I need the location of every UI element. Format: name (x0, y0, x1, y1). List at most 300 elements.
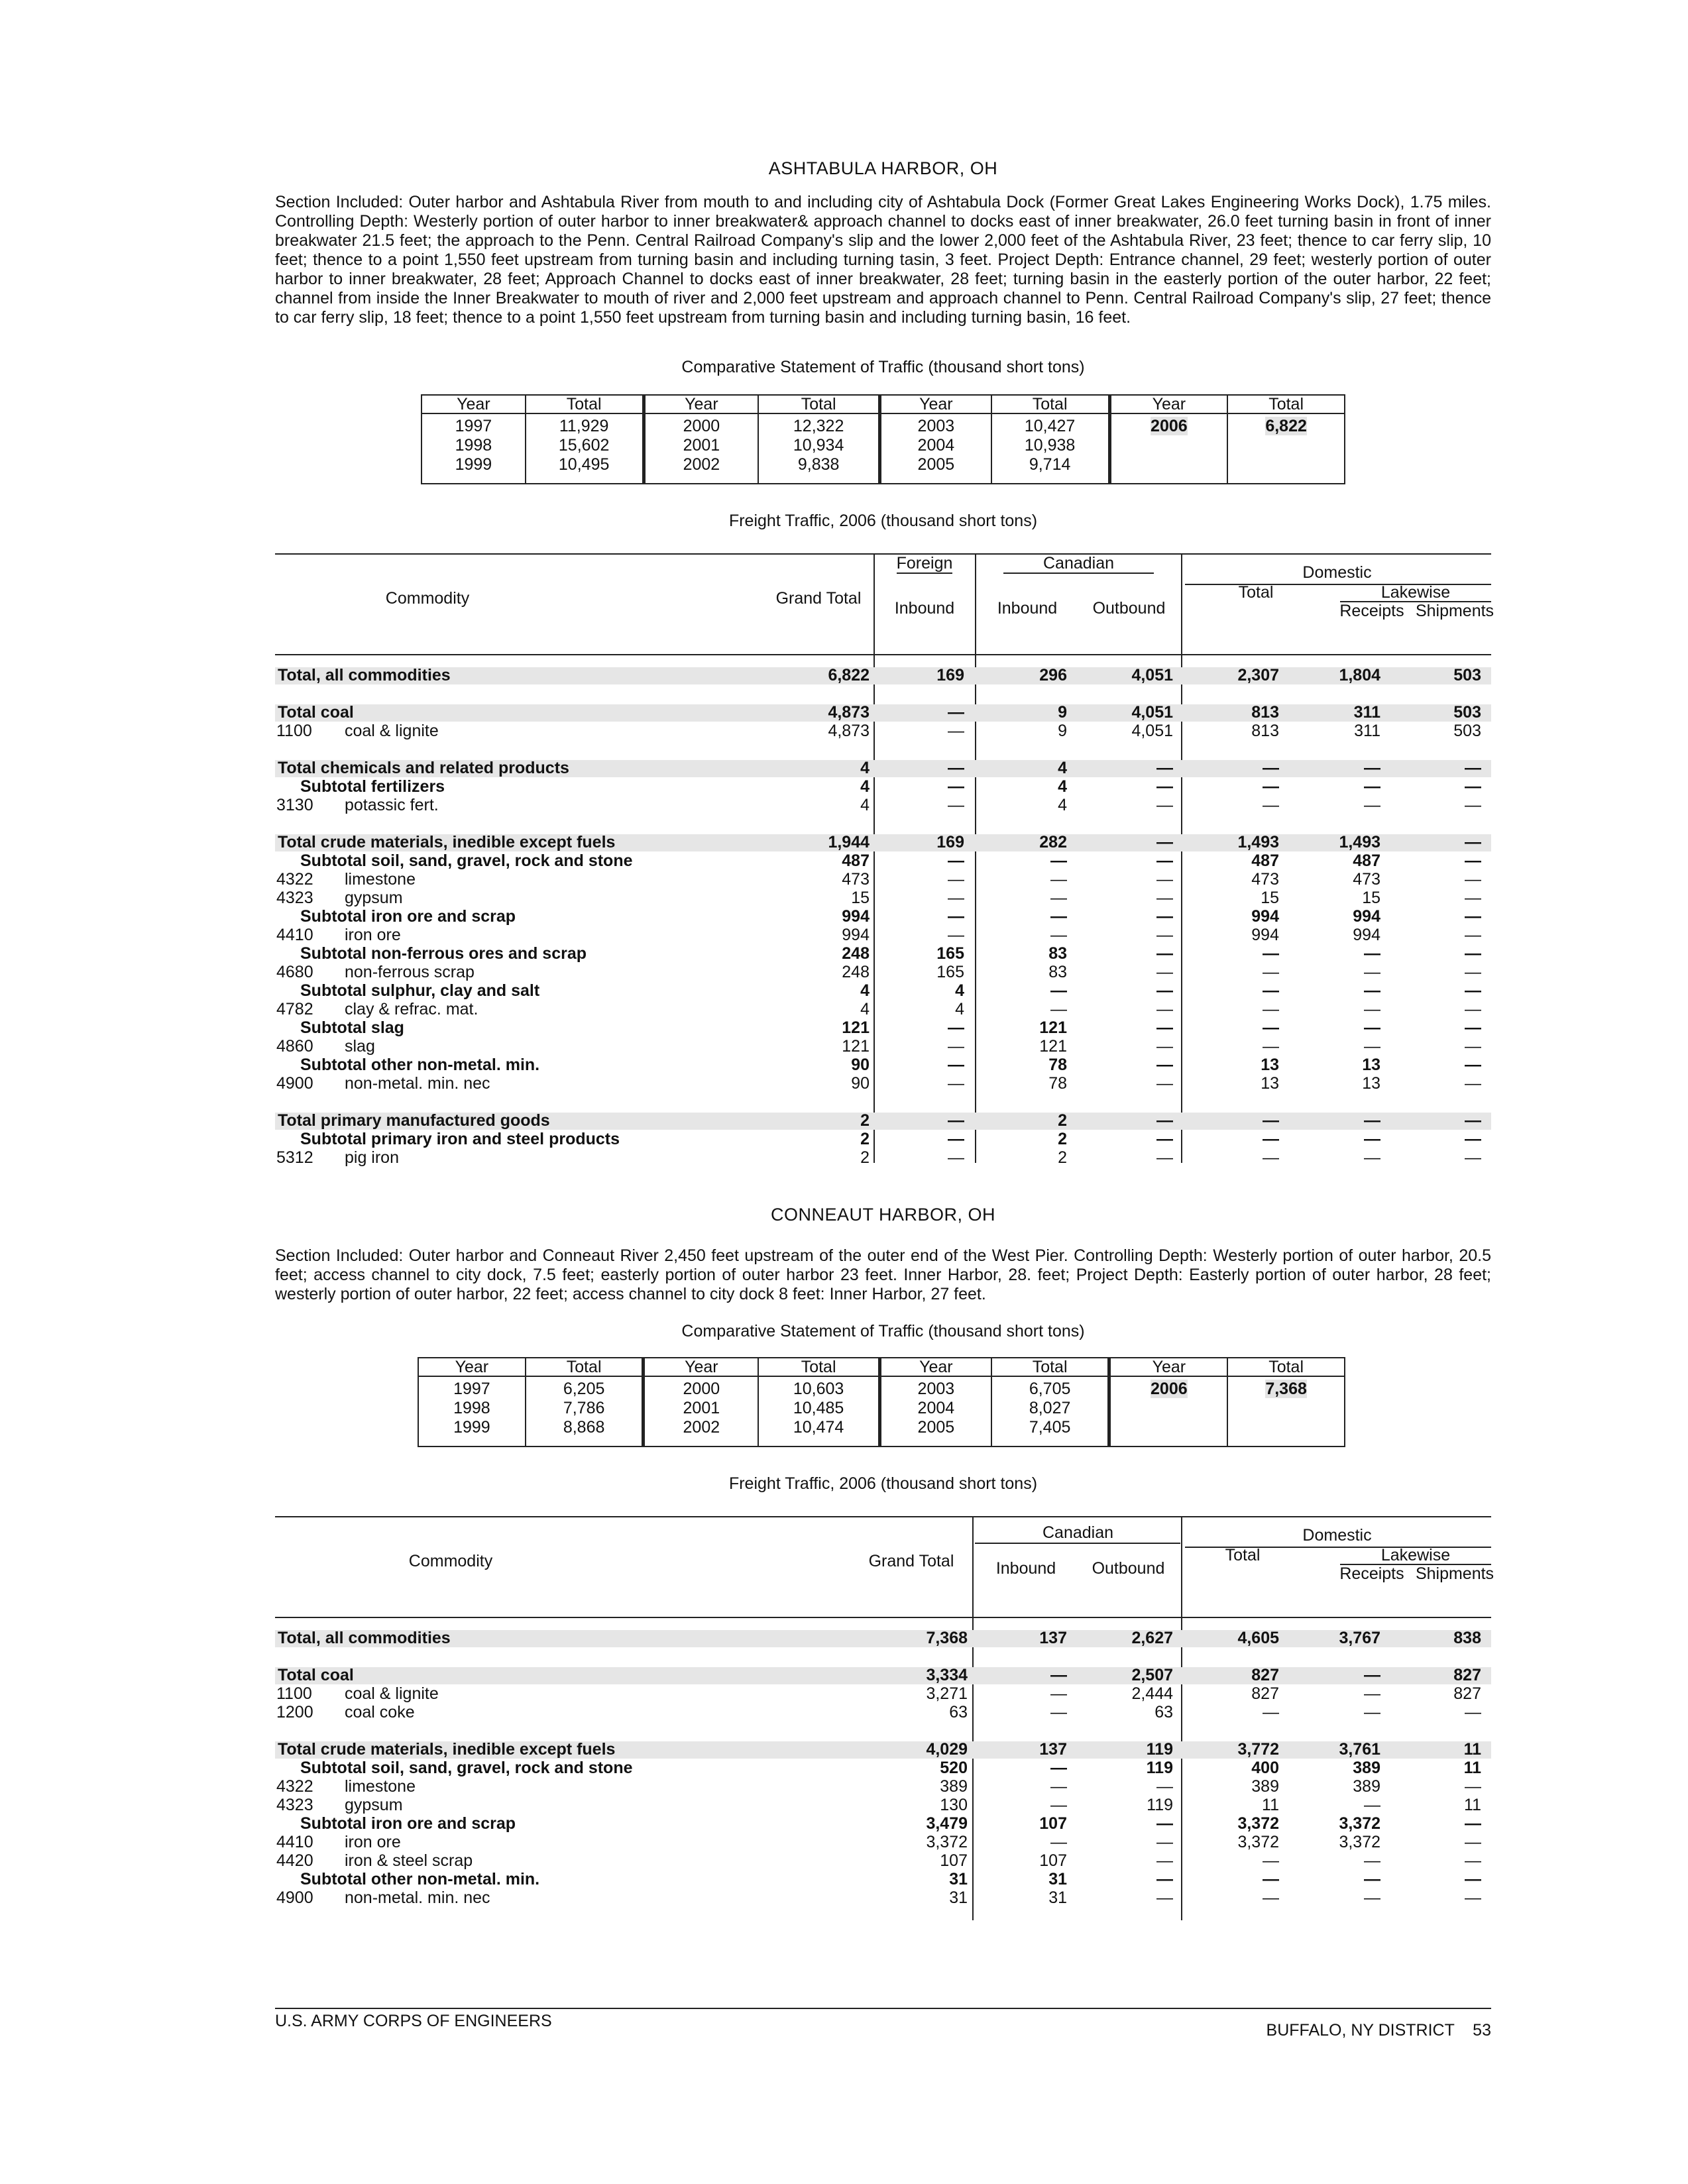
table-cell: 165 (936, 963, 964, 981)
table-cell: 3,271 (926, 1684, 968, 1703)
table-cell: 6,822 (828, 666, 870, 684)
table-cell: 827 (1251, 1666, 1279, 1684)
commodity-name: Subtotal iron ore and scrap (300, 1814, 516, 1833)
table-row (275, 1684, 1491, 1703)
table-cell: 296 (1039, 666, 1067, 684)
table-cell: 4 (860, 1000, 870, 1018)
commodity-name: potassic fert. (345, 796, 439, 814)
shipments-header: Shipments (1415, 602, 1494, 620)
table-cell: 827 (1453, 1684, 1481, 1703)
table-cell: — (1156, 963, 1173, 981)
table-cell: — (1263, 1870, 1279, 1888)
table-row (275, 1148, 1491, 1167)
table-cell: 994 (1353, 926, 1380, 944)
table-row (275, 1833, 1491, 1851)
col-header: Total (991, 1358, 1109, 1376)
table-cell: 13 (1261, 1056, 1279, 1074)
table-row (275, 1037, 1491, 1056)
table-cell: — (1050, 1666, 1067, 1684)
totals-cell: 10,603 10,485 10,474 (758, 1376, 879, 1447)
table-cell: 11 (1463, 1740, 1481, 1759)
table-cell: — (1364, 963, 1380, 981)
years-cell: 1997 1998 1999 (422, 413, 526, 484)
comparative-caption: Comparative Statement of Traffic (thousand short tons) (681, 1322, 1085, 1340)
table-cell: 11 (1464, 1796, 1481, 1814)
table-cell: 487 (1251, 851, 1279, 870)
table-row (275, 666, 1491, 684)
table-row (275, 944, 1491, 963)
table-row (275, 722, 1491, 740)
table-cell: — (1364, 1111, 1380, 1130)
table-cell: — (1465, 889, 1481, 907)
commodity-code: 4900 (276, 1888, 313, 1907)
table-cell: 994 (842, 926, 870, 944)
table-cell: 4,051 (1131, 703, 1173, 722)
col-header: Total (1227, 395, 1345, 413)
table-cell: 13 (1261, 1074, 1279, 1093)
table-row (275, 1666, 1491, 1684)
table-cell: 1,944 (828, 833, 870, 851)
commodity-header: Commodity (385, 589, 470, 608)
table-cell: — (1364, 1130, 1380, 1148)
totals-cell: 6,822 (1227, 413, 1345, 484)
table-cell: — (1263, 1148, 1279, 1167)
table-cell: — (1465, 1018, 1481, 1037)
table-cell: — (1156, 1037, 1173, 1056)
table-cell: 389 (940, 1777, 968, 1796)
table-cell: 137 (1039, 1740, 1067, 1759)
foreign-inbound-header: Inbound (894, 599, 955, 618)
table-cell: — (1156, 1000, 1173, 1018)
table-cell: — (1050, 1000, 1067, 1018)
table-cell: 2 (1058, 1130, 1067, 1148)
table-cell: — (1465, 833, 1481, 851)
table-cell: — (948, 1148, 964, 1167)
commodity-name: non-metal. min. nec (345, 1074, 490, 1093)
table-cell: — (948, 851, 964, 870)
table-cell: 31 (1048, 1888, 1067, 1907)
col-header: Total (526, 395, 644, 413)
col-header: Total (758, 395, 879, 413)
table-cell: — (948, 1037, 964, 1056)
table-cell: — (1156, 777, 1173, 796)
table-cell: 15 (1362, 889, 1380, 907)
table-cell: — (1263, 796, 1279, 814)
table-cell: 282 (1039, 833, 1067, 851)
canadian-header: Canadian (1042, 1523, 1114, 1542)
table-row (275, 1703, 1491, 1721)
commodity-name: iron & steel scrap (345, 1851, 473, 1870)
table-cell: — (1263, 777, 1279, 796)
table-cell: — (1050, 870, 1067, 889)
table-cell: — (948, 870, 964, 889)
table-cell: 15 (1261, 889, 1279, 907)
col-header: Year (418, 1358, 526, 1376)
commodity-name: Subtotal other non-metal. min. (300, 1056, 540, 1074)
domestic-header: Domestic (1302, 1526, 1372, 1545)
table-cell: — (1465, 870, 1481, 889)
table-cell: 813 (1251, 703, 1279, 722)
domestic-header: Domestic (1302, 563, 1372, 582)
table-cell: 2 (860, 1111, 870, 1130)
table-cell: 3,372 (1237, 1833, 1279, 1851)
table-cell: 107 (940, 1851, 968, 1870)
commodity-code: 4680 (276, 963, 313, 981)
table-cell: 3,334 (926, 1666, 968, 1684)
table-cell: 4 (955, 1000, 964, 1018)
freight-caption: Freight Traffic, 2006 (thousand short tons) (728, 512, 1038, 530)
table-cell: 2,507 (1131, 1666, 1173, 1684)
table-row (275, 963, 1491, 981)
table-cell: — (948, 703, 964, 722)
table-row (275, 1777, 1491, 1796)
table-cell: 63 (949, 1703, 968, 1721)
commodity-name: Total coal (278, 703, 354, 722)
table-cell: 994 (1251, 907, 1279, 926)
table-cell: 473 (842, 870, 870, 889)
table-row (275, 1074, 1491, 1093)
receipts-header: Receipts (1339, 602, 1404, 620)
commodity-code: 4322 (276, 870, 313, 889)
table-cell: — (1263, 1018, 1279, 1037)
table-cell: 4,873 (828, 703, 870, 722)
commodity-name: gypsum (345, 1796, 403, 1814)
table-cell: 63 (1154, 1703, 1173, 1721)
commodity-name: limestone (345, 870, 416, 889)
table-cell: — (1050, 1777, 1067, 1796)
table-row (275, 926, 1491, 944)
table-cell: — (1263, 1888, 1279, 1907)
table-cell: 13 (1362, 1074, 1380, 1093)
table-cell: — (1156, 907, 1173, 926)
commodity-name: slag (345, 1037, 375, 1056)
table-cell: 121 (1039, 1018, 1067, 1037)
commodity-code: 4410 (276, 926, 313, 944)
table-cell: 4 (1058, 759, 1067, 777)
table-cell: — (1263, 981, 1279, 1000)
commodity-name: Subtotal soil, sand, gravel, rock and stone (300, 1759, 633, 1777)
table-cell: — (1263, 963, 1279, 981)
table-cell: 107 (1039, 1851, 1067, 1870)
commodity-name: Total chemicals and related products (278, 759, 569, 777)
table-row (275, 889, 1491, 907)
table-row (275, 1740, 1491, 1759)
table-cell: 7,368 (926, 1629, 968, 1647)
commodity-name: Subtotal fertilizers (300, 777, 445, 796)
table-row (275, 833, 1491, 851)
table-cell: 90 (851, 1056, 870, 1074)
table-cell: — (1156, 889, 1173, 907)
table-cell: 3,372 (926, 1833, 968, 1851)
table-cell: 3,761 (1339, 1740, 1380, 1759)
table-cell: 248 (842, 944, 870, 963)
table-cell: — (1465, 1777, 1481, 1796)
table-cell: — (1263, 1851, 1279, 1870)
table-cell: 90 (851, 1074, 870, 1093)
table-cell: — (1156, 1870, 1173, 1888)
years-cell: 2000 2001 2002 (644, 1376, 758, 1447)
col-header: Total (1227, 1358, 1345, 1376)
table-row (275, 1130, 1491, 1148)
table-cell: 827 (1251, 1684, 1279, 1703)
table-cell: — (1465, 1703, 1481, 1721)
comparative-table (418, 1357, 1345, 1447)
table-cell: 503 (1453, 666, 1481, 684)
domestic-total-header: Total (1238, 583, 1274, 602)
table-cell: — (1465, 1111, 1481, 1130)
table-cell: 169 (936, 833, 964, 851)
col-header: Year (880, 395, 991, 413)
table-cell: — (1364, 1703, 1380, 1721)
table-cell: — (1156, 1833, 1173, 1851)
canadian-inbound-header: Inbound (997, 599, 1058, 618)
table-cell: 2,307 (1237, 666, 1279, 684)
table-cell: — (1156, 1814, 1173, 1833)
table-cell: 2,444 (1131, 1684, 1173, 1703)
table-cell: 78 (1048, 1056, 1067, 1074)
col-header: Year (1109, 1358, 1227, 1376)
table-cell: — (1364, 1666, 1380, 1684)
table-cell: — (1156, 1148, 1173, 1167)
table-cell: 4,605 (1237, 1629, 1279, 1647)
table-cell: 31 (949, 1888, 968, 1907)
table-cell: — (1050, 1759, 1067, 1777)
table-cell: — (1263, 1130, 1279, 1148)
table-cell: 2 (1058, 1111, 1067, 1130)
commodity-code: 4860 (276, 1037, 313, 1056)
table-cell: — (948, 796, 964, 814)
harbor-title: ASHTABULA HARBOR, OH (768, 158, 998, 178)
table-cell: 2 (860, 1130, 870, 1148)
table-cell: — (1465, 1148, 1481, 1167)
table-cell: — (1050, 1684, 1067, 1703)
table-cell: 4 (1058, 777, 1067, 796)
table-cell: 4 (860, 981, 870, 1000)
table-cell: 121 (842, 1037, 870, 1056)
table-cell: — (1156, 851, 1173, 870)
table-cell: 169 (936, 666, 964, 684)
table-cell: — (1156, 833, 1173, 851)
table-cell: 83 (1048, 963, 1067, 981)
table-cell: 119 (1146, 1759, 1173, 1777)
table-cell: 2 (1058, 1148, 1067, 1167)
table-cell: 827 (1453, 1666, 1481, 1684)
table-cell: — (1465, 1888, 1481, 1907)
table-cell: — (948, 759, 964, 777)
totals-cell: 10,427 10,938 9,714 (991, 413, 1109, 484)
years-cell: 2003 2004 2005 (880, 413, 991, 484)
table-cell: 389 (1251, 1777, 1279, 1796)
table-cell: — (1156, 870, 1173, 889)
commodity-name: Total, all commodities (278, 1629, 451, 1647)
col-header: Total (526, 1358, 644, 1376)
table-cell: 3,372 (1339, 1814, 1380, 1833)
table-cell: — (1465, 796, 1481, 814)
commodity-name: non-ferrous scrap (345, 963, 475, 981)
table-cell: 2,627 (1131, 1629, 1173, 1647)
totals-cell: 11,929 15,602 10,495 (526, 413, 644, 484)
table-cell: — (1364, 777, 1380, 796)
table-cell: — (1156, 1851, 1173, 1870)
table-row (275, 1000, 1491, 1018)
table-cell: — (1465, 944, 1481, 963)
table-cell: — (1465, 963, 1481, 981)
commodity-name: Total primary manufactured goods (278, 1111, 550, 1130)
table-row (275, 870, 1491, 889)
table-cell: 11 (1463, 1759, 1481, 1777)
grand-total-header: Grand Total (775, 589, 862, 608)
table-cell: 3,372 (1237, 1814, 1279, 1833)
commodity-code: 1100 (276, 1684, 312, 1703)
commodity-name: pig iron (345, 1148, 399, 1167)
table-cell: 119 (1147, 1796, 1173, 1814)
commodity-name: Subtotal sulphur, clay and salt (300, 981, 540, 1000)
years-cell: 2006 (1109, 1376, 1227, 1447)
freight-table (275, 553, 1494, 1167)
table-cell: 473 (1353, 870, 1380, 889)
table-cell: 121 (842, 1018, 870, 1037)
table-cell: — (1465, 1814, 1481, 1833)
table-cell: — (948, 777, 964, 796)
col-header: Year (422, 395, 526, 413)
table-cell: 3,479 (926, 1814, 968, 1833)
table-cell: — (1263, 944, 1279, 963)
table-cell: 4 (860, 777, 870, 796)
table-cell: 165 (936, 944, 964, 963)
table-cell: 2 (860, 1148, 870, 1167)
col-header: Total (991, 395, 1109, 413)
commodity-name: clay & refrac. mat. (345, 1000, 478, 1018)
table-cell: 503 (1453, 703, 1481, 722)
table-cell: 9 (1058, 722, 1067, 740)
receipts-header: Receipts (1339, 1564, 1404, 1583)
table-row (275, 759, 1491, 777)
commodity-name: Subtotal soil, sand, gravel, rock and stone (300, 851, 633, 870)
commodity-code: 4782 (276, 1000, 313, 1018)
table-cell: — (1465, 759, 1481, 777)
canadian-inbound-header: Inbound (995, 1559, 1056, 1578)
table-cell: — (1465, 1130, 1481, 1148)
table-cell: 107 (1039, 1814, 1067, 1833)
table-row (275, 1629, 1491, 1647)
years-cell: 2000 2001 2002 (644, 413, 758, 484)
table-cell: — (1364, 1018, 1380, 1037)
table-cell: — (1156, 944, 1173, 963)
table-cell: — (1050, 851, 1067, 870)
table-cell: 503 (1453, 722, 1481, 740)
years-cell: 2006 (1109, 413, 1227, 484)
table-cell: — (1050, 981, 1067, 1000)
table-cell: — (1364, 1870, 1380, 1888)
table-cell: — (1465, 1056, 1481, 1074)
commodity-code: 4900 (276, 1074, 313, 1093)
table-cell: — (1465, 777, 1481, 796)
table-cell: — (948, 1056, 964, 1074)
table-cell: — (1156, 1074, 1173, 1093)
table-cell: — (1050, 926, 1067, 944)
table-cell: 3,767 (1339, 1629, 1380, 1647)
table-cell: 31 (1048, 1870, 1067, 1888)
table-cell: — (1465, 851, 1481, 870)
table-cell: — (1050, 907, 1067, 926)
totals-cell: 12,322 10,934 9,838 (758, 413, 879, 484)
comparative-table (421, 394, 1345, 484)
table-cell: — (1156, 759, 1173, 777)
table-cell: 83 (1048, 944, 1067, 963)
table-cell: — (1156, 1888, 1173, 1907)
table-cell: — (1156, 1018, 1173, 1037)
commodity-name: Subtotal non-ferrous ores and scrap (300, 944, 587, 963)
commodity-name: non-metal. min. nec (345, 1888, 490, 1907)
canadian-outbound-header: Outbound (1092, 1559, 1165, 1578)
commodity-code: 4420 (276, 1851, 313, 1870)
table-cell: — (948, 1074, 964, 1093)
commodity-name: Total crude materials, inedible except fuels (278, 1740, 616, 1759)
table-cell: — (948, 907, 964, 926)
table-cell: 1,493 (1339, 833, 1380, 851)
commodity-name: Total, all commodities (278, 666, 451, 684)
col-header: Year (644, 395, 758, 413)
table-row (275, 851, 1491, 870)
table-cell: 130 (940, 1796, 968, 1814)
commodity-code: 4323 (276, 889, 313, 907)
commodity-code: 5312 (276, 1148, 313, 1167)
table-cell: 311 (1354, 722, 1380, 740)
table-cell: 4,051 (1131, 722, 1173, 740)
table-cell: — (1364, 1851, 1380, 1870)
table-cell: — (1364, 1000, 1380, 1018)
table-cell: — (948, 722, 964, 740)
col-header: Year (1109, 395, 1227, 413)
table-cell: — (1156, 1777, 1173, 1796)
canadian-outbound-header: Outbound (1092, 599, 1166, 618)
table-cell: — (1465, 926, 1481, 944)
commodity-name: coal & lignite (345, 1684, 439, 1703)
footer-left: U.S. ARMY CORPS OF ENGINEERS (275, 2012, 552, 2030)
table-cell: — (1156, 1056, 1173, 1074)
table-cell: 994 (1251, 926, 1279, 944)
commodity-header: Commodity (408, 1552, 493, 1570)
table-cell: — (1364, 796, 1380, 814)
table-cell: 520 (940, 1759, 968, 1777)
table-cell: 248 (842, 963, 870, 981)
table-row (275, 1056, 1491, 1074)
commodity-name: Total coal (278, 1666, 354, 1684)
years-cell: 1997 1998 1999 (418, 1376, 526, 1447)
commodity-name: Total crude materials, inedible except fuels (278, 833, 616, 851)
harbor-title: CONNEAUT HARBOR, OH (770, 1205, 996, 1225)
table-cell: — (1156, 1111, 1173, 1130)
table-cell: 1,493 (1237, 833, 1279, 851)
commodity-name: limestone (345, 1777, 416, 1796)
table-cell: 121 (1039, 1037, 1067, 1056)
table-cell: — (1465, 1833, 1481, 1851)
totals-cell: 7,368 (1227, 1376, 1345, 1447)
table-cell: 487 (1353, 851, 1380, 870)
table-cell: 9 (1058, 703, 1067, 722)
footer-right: BUFFALO, NY DISTRICT 53 (1266, 2021, 1491, 2040)
table-cell: — (1156, 926, 1173, 944)
freight-table (275, 1516, 1494, 1920)
harbor-description: Section Included: Outer harbor and Conneaut River 2,450 feet upstream of the outer end of the West Pier. Controlling Depth: Westerly portion of outer harbor, 20.5 feet; access channel to city dock, 7.5 feet; easterly portion of outer harbor 23 feet. Inner Harbor, 28. feet; Project Depth: Easterly portion of outer harbor, 28 feet; westerly portion of outer harbor, 22 feet; access channel to city dock 8 feet: Inner Harbor, 27 feet. (275, 1246, 1491, 1303)
table-cell: 994 (842, 907, 870, 926)
table-row (275, 1759, 1491, 1777)
table-cell: — (1156, 1130, 1173, 1148)
table-cell: — (1364, 944, 1380, 963)
col-header: Year (879, 1358, 991, 1376)
table-cell: 389 (1353, 1759, 1380, 1777)
table-cell: 4 (860, 759, 870, 777)
